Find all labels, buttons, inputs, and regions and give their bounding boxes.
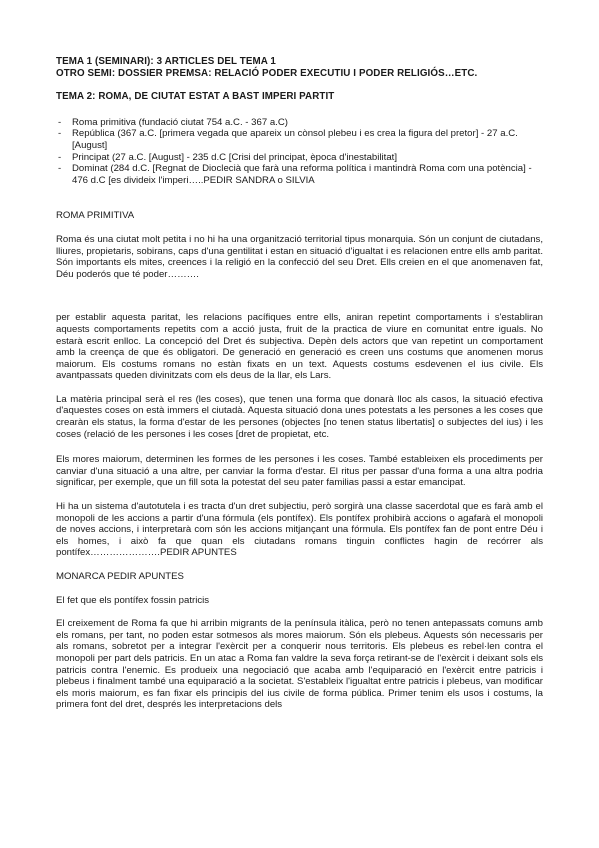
paragraph: Roma és una ciutat molt petita i no hi ha una organització territorial tipus monarquia. Són un conjunt de ciutadans, lliures, propietaris, sobirans, caps d'una gentilitat i estan en situació d'igualtat i es relacionen entre ells amb paritat. Són importants els mites, creences i la religió en la confecció del seu Dret. Ells creien en el que anomenaven fat, Déu poderós que té poder………. [56, 233, 543, 280]
header-otro-semi: OTRO SEMI: DOSSIER PREMSA: RELACIÓ PODER EXECUTIU I PODER RELIGIÓS…ETC. [56, 67, 478, 79]
header-tema2: TEMA 2: ROMA, DE CIUTAT ESTAT A BAST IMPERI PARTIT [56, 91, 335, 103]
section-title-roma-primitiva: ROMA PRIMITIVA [56, 210, 135, 222]
list-item: - Roma primitiva (fundació ciutat 754 a.C. - 367 a.C) [56, 117, 543, 129]
list-item: - República (367 a.C. [primera vegada que apareix un cònsol plebeu i es crea la figura del pretor] - 27 a.C. [August] [56, 128, 543, 151]
section-title-pontifex: El fet que els pontífex fossin patricis [56, 594, 210, 606]
paragraph: El creixement de Roma fa que hi arribin migrants de la península itàlica, però no tenen antepassats comuns amb els romans, per tant, no poden estar sotmesos als mores maiorum. Són els plebeus. Aquests són necessaris per als romans, sobretot per a integrar l'exèrcit per a conquerir nous territoris. Els plebeus es rebel·len contra el monopoli per part dels patricis. En un atac a Roma fan valdre la seva força retirant-se de l'exèrcit i deixant sols els patricis contra l'enemic. Es produeix una negociació que acaba amb l'equiparació en l'exèrcit entre patricis i plebeus i finalment també una equiparació a la societat. S'estableix l'igualtat entre patricis i plebeus, van modificar els moris maiorum, es fan fixar els principis del ius civile de forma pública. Primer tenim els usos i costums, la primera font del dret, després les interpretacions dels [56, 618, 543, 711]
paragraph: Els mores maiorum, determinen les formes de les persones i les coses. També estableixen els procediments per canviar d'una situació a una altre, per canviar la forma d'estar. El ritus per passar d'una forma a una altra podria significar, per exemple, que un fill sota la potestat del seu pater familias passi a estar emancipat. [56, 454, 543, 489]
paragraph: per establir aquesta paritat, les relacions pacífiques entre ells, aniran repetint comportaments i s'establiran aquests comportaments repetits com a acció justa, fruit de la practica de viure en comunitat entre iguals. No estarà escrit enlloc. La concepció del Dret és subjectiva. Depèn dels actors que van repetint un comportament amb la creença de que és obligatori. De generació en generació es creen uns costums que anomenen morus maiorum. Els costums romans no estàn fixats en un text. Aquests costums esdevenen el ius civile. Els avantpassats queden divinitzats com els deus de la llar, els Lars. [56, 312, 543, 382]
header-tema1: TEMA 1 (SEMINARI): 3 ARTICLES DEL TEMA 1 [56, 56, 276, 67]
paragraph: La matèria principal serà el res (les coses), que tenen una forma que donarà lloc als casos, la situació efectiva d'aquestes coses on està immers el ciutadà. Aquesta situació dona unes potestats a les persones a les coses que crearàn els status, la forma d'estar de les persones (objectes [no tenen status libertatis] o subjectes del ius) i les coses (relació de les persones i les coses [dret de propietat, etc. [56, 393, 543, 440]
period-list [56, 117, 543, 187]
paragraph: Hi ha un sistema d'autotutela i es tracta d'un dret subjectiu, però sorgirà una classe sacerdotal que es farà amb el monopoli de les accions a partir d'una fórmula (els pontífex). Els pontífex prohibirà accions o agafarà el monopoli de noves accions, i interpretarà com són les accions mitjançant una fórmula. Els pontífex fan de pont entre Déu i els homes, i això fa que quan els ciutadans romans tinguin conflictes hagin de recórrer als pontífex………………….PEDIR APUNTES [56, 501, 543, 559]
list-item: - Dominat (284 d.C. [Regnat de Dioclecià que farà una reforma política i mantindrà Roma com una potència] - 476 d.C [es divideix l'imperi…..PEDIR SANDRA o SILVIA [56, 163, 543, 186]
section-title-monarca: MONARCA PEDIR APUNTES [56, 571, 184, 582]
list-item: - Principat (27 a.C. [August] - 235 d.C [Crisi del principat, època d'inestabilitat] [56, 152, 543, 164]
